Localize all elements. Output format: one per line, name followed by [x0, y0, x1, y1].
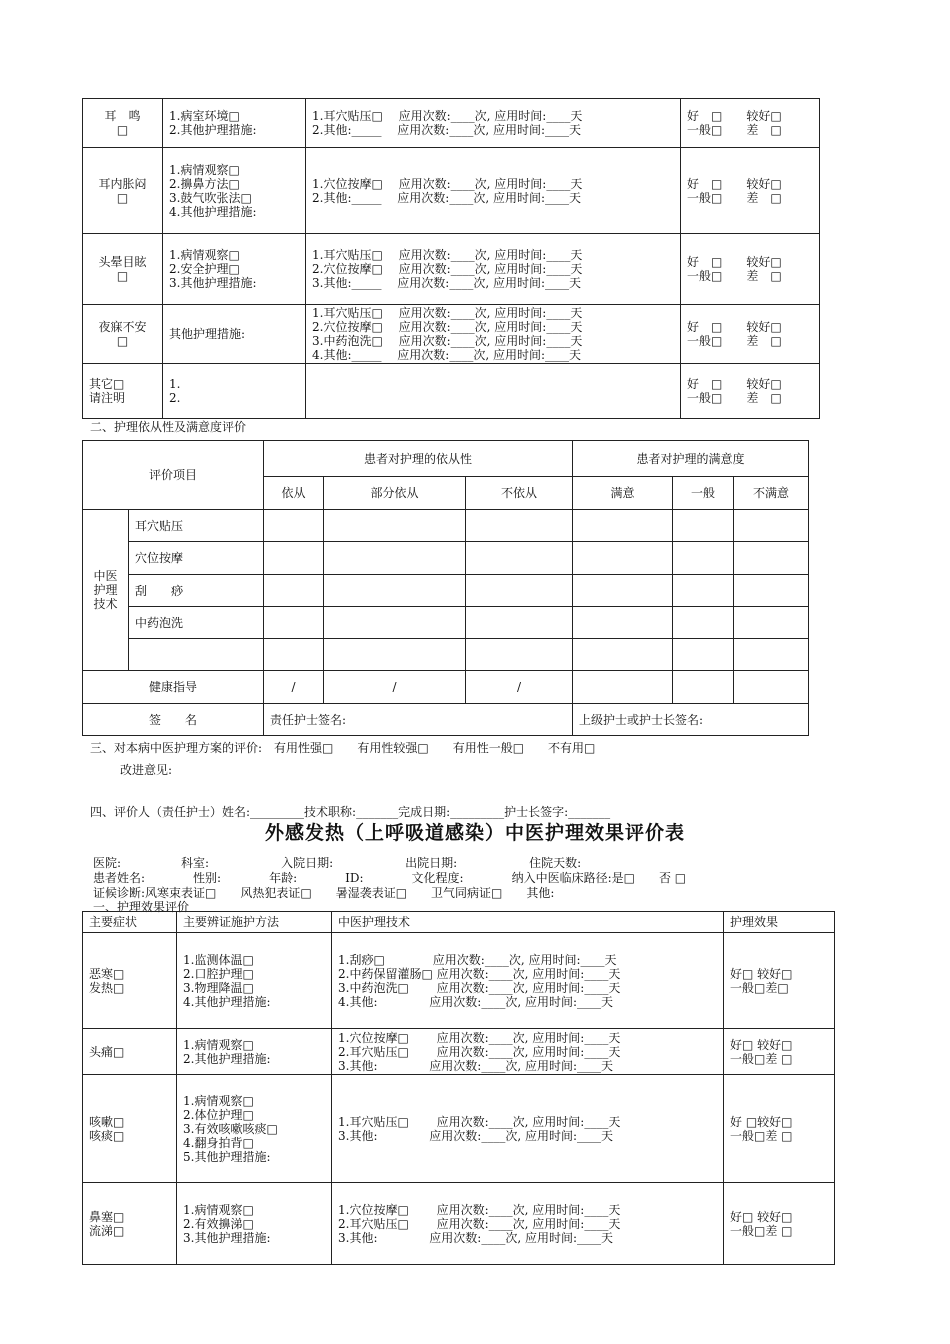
health-guidance-label: 健康指导: [83, 671, 264, 704]
slash-mark: /: [466, 671, 573, 704]
col-satisfied: 满意: [573, 477, 673, 510]
head-nurse-signature: 上级护士或护士长签名:: [573, 704, 809, 736]
methods-cell: 1.病室环境□ 2.其他护理措施:: [163, 99, 306, 148]
evaluator-line: 四、评价人（责任护士）姓名:_________技术职称:_______完成日期:_________护士长签字:_______: [90, 805, 611, 819]
compliance-table: [82, 440, 809, 736]
effect-table-continued: [82, 98, 820, 419]
technique-cell: 1.穴位按摩□ 应用次数:____次, 应用时间:____天 2.耳穴贴压□ 应用次数:____次, 应用时间:____天 3.其他: 应用次数:____次, 应用时间:____天: [332, 1029, 724, 1075]
nursing-effect-table: [82, 911, 835, 1265]
methods-cell: 1.病情观察□ 2.安全护理□ 3.其他护理措施:: [163, 234, 306, 305]
symptom-cell: 耳内胀闷 □: [83, 148, 163, 234]
technique-cell: 1.耳穴贴压□ 应用次数:____次, 应用时间:____天 2.其他:_____ 应用次数:____次, 应用时间:____天: [306, 99, 681, 148]
col-unsatisfied: 不满意: [734, 477, 809, 510]
header-symptom: 主要症状: [83, 912, 177, 933]
technique-cell: [306, 364, 681, 419]
satisfaction-header: 患者对护理的满意度: [573, 441, 809, 477]
symptom-cell: 夜寐不安 □: [83, 305, 163, 364]
effect-cell: 好□ 较好□ 一般□差□: [724, 933, 835, 1029]
technique-name: 刮 痧: [129, 575, 264, 607]
table-row: [83, 510, 809, 542]
technique-cell: 1.耳穴贴压□ 应用次数:____次, 应用时间:____天 2.穴位按摩□ 应用次数:____次, 应用时间:____天 3.其他:_____ 应用次数:____次, 应用时间:____天: [306, 234, 681, 305]
symptom-cell: 咳嗽□ 咳痰□: [83, 1075, 177, 1183]
effect-cell: 好 □ 较好□ 一般□ 差 □: [681, 99, 820, 148]
table-row: [83, 639, 809, 671]
table-row: [83, 607, 809, 639]
slash-mark: /: [264, 671, 324, 704]
improvement-label: 改进意见:: [120, 763, 173, 777]
info-line-hospital: 医院: 科室: 入院日期: 出院日期: 住院天数:: [93, 856, 582, 870]
table-row: [83, 575, 809, 607]
effect-cell: 好 □ 较好□ 一般□ 差 □: [681, 148, 820, 234]
methods-cell: 1.病情观察□ 2.有效擤涕□ 3.其他护理措施:: [177, 1183, 332, 1265]
methods-cell: 1.监测体温□ 2.口腔护理□ 3.物理降温□ 4.其他护理措施:: [177, 933, 332, 1029]
technique-cell: 1.耳穴贴压□ 应用次数:____次, 应用时间:____天 2.穴位按摩□ 应用次数:____次, 应用时间:____天 3.中药泡洗□ 应用次数:____次, 应用时间:____天 4.其他:_____ 应用次数:____次, 应用时间:____天: [306, 305, 681, 364]
technique-cell: 1.耳穴贴压□ 应用次数:____次, 应用时间:____天 3.其他: 应用次数:____次, 应用时间:____天: [332, 1075, 724, 1183]
col-partial: 部分依从: [324, 477, 466, 510]
eval-item-header: 评价项目: [83, 441, 264, 510]
technique-cell: 1.穴位按摩□ 应用次数:____次, 应用时间:____天 2.其他:_____ 应用次数:____次, 应用时间:____天: [306, 148, 681, 234]
section-three-evaluation: 三、对本病中医护理方案的评价: 有用性强□ 有用性较强□ 有用性一般□ 不有用□: [90, 741, 596, 755]
col-noncomply: 不依从: [466, 477, 573, 510]
section-one-heading: 一、护理效果评价: [93, 900, 190, 914]
technique-name: 耳穴贴压: [129, 510, 264, 542]
header-effect: 护理效果: [724, 912, 835, 933]
technique-name: [129, 639, 264, 671]
info-line-diagnosis: 证候诊断:风寒束表证□ 风热犯表证□ 暑湿袭表证□ 卫气同病证□ 其他:: [93, 886, 555, 900]
methods-cell: 1.病情观察□ 2.擤鼻方法□ 3.鼓气吹张法□ 4.其他护理措施:: [163, 148, 306, 234]
effect-cell: 好 □ 较好□ 一般□ 差 □: [681, 305, 820, 364]
nurse-signature: 责任护士签名:: [264, 704, 573, 736]
table-row: [83, 1029, 835, 1075]
symptom-cell: 其它□ 请注明: [83, 364, 163, 419]
table-row: [83, 305, 820, 364]
symptom-cell: 恶寒□ 发热□: [83, 933, 177, 1029]
technique-name: 穴位按摩: [129, 542, 264, 575]
table-row: [83, 1183, 835, 1265]
table-row: [83, 542, 809, 575]
methods-cell: 1.病情观察□ 2.其他护理措施:: [177, 1029, 332, 1075]
col-comply: 依从: [264, 477, 324, 510]
header-methods: 主要辨证施护方法: [177, 912, 332, 933]
section-heading: 二、护理依从性及满意度评价: [90, 420, 247, 434]
technique-cell: 1.穴位按摩□ 应用次数:____次, 应用时间:____天 2.耳穴贴压□ 应用次数:____次, 应用时间:____天 3.其他: 应用次数:____次, 应用时间:____天: [332, 1183, 724, 1265]
form-title: 外感发热（上呼吸道感染）中医护理效果评价表: [264, 822, 685, 844]
info-line-patient: 患者姓名: 性别: 年龄: ID: 文化程度: 纳入中医临床路径:是□ 否 □: [93, 871, 687, 885]
symptom-cell: 鼻塞□ 流涕□: [83, 1183, 177, 1265]
table-row: [83, 704, 809, 736]
table-row: [83, 234, 820, 305]
col-average: 一般: [673, 477, 734, 510]
compliance-header: 患者对护理的依从性: [264, 441, 573, 477]
slash-mark: /: [324, 671, 466, 704]
header-technique: 中医护理技术: [332, 912, 724, 933]
methods-cell: 1.病情观察□ 2.体位护理□ 3.有效咳嗽咳痰□ 4.翻身拍背□ 5.其他护理措施:: [177, 1075, 332, 1183]
table-row: [83, 148, 820, 234]
effect-cell: 好□ 较好□ 一般□差 □: [724, 1029, 835, 1075]
symptom-cell: 头晕目眩 □: [83, 234, 163, 305]
table-row: [83, 671, 809, 704]
table-row: [83, 933, 835, 1029]
methods-cell: 其他护理措施:: [163, 305, 306, 364]
signature-label: 签 名: [83, 704, 264, 736]
effect-cell: 好□ 较好□ 一般□差 □: [724, 1183, 835, 1265]
symptom-cell: 头痛□: [83, 1029, 177, 1075]
table-row: [83, 1075, 835, 1183]
table-row: [83, 364, 820, 419]
effect-cell: 好 □ 较好□ 一般□ 差 □: [681, 364, 820, 419]
symptom-cell: 耳 鸣 □: [83, 99, 163, 148]
effect-cell: 好 □ 较好□ 一般□ 差 □: [681, 234, 820, 305]
technique-name: 中药泡洗: [129, 607, 264, 639]
methods-cell: 1. 2.: [163, 364, 306, 419]
effect-cell: 好 □较好□ 一般□差 □: [724, 1075, 835, 1183]
tcm-technique-group: 中医 护理 技术: [83, 510, 129, 671]
table-row: [83, 99, 820, 148]
technique-cell: 1.刮痧□ 应用次数:____次, 应用时间:____天 2.中药保留灌肠□ 应用次数:____次, 应用时间:____天 3.中药泡洗□ 应用次数:____次, 应用时间:____天 4.其他: 应用次数:____次, 应用时间:____天: [332, 933, 724, 1029]
